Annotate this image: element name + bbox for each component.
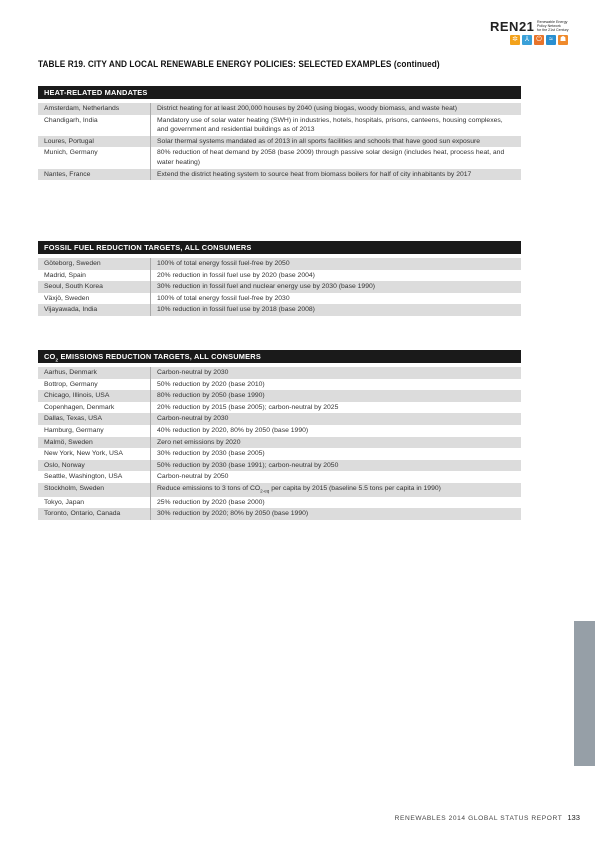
city-cell: Bottrop, Germany xyxy=(38,379,151,391)
policy-text: per capita by 2015 (baseline 5.5 tons per capita in 1990) xyxy=(269,484,441,492)
city-cell: Oslo, Norway xyxy=(38,460,151,472)
table-row xyxy=(38,147,521,168)
policy-cell: Extend the district heating system to source heat from biomass boilers for half of city inhabitants by 2017 xyxy=(157,170,472,178)
table-title xyxy=(38,59,440,70)
table-row xyxy=(38,471,521,483)
policy-subscript: 2-eq xyxy=(260,488,270,494)
power-icon: ⏻ xyxy=(534,35,544,45)
city-cell: Madrid, Spain xyxy=(38,270,151,282)
policy-cell: Mandatory use of solar water heating (SWH) in industries, hotels, hospitals, prisons, canteens, housing complexes, and government and residential buildings as of 2013 xyxy=(157,116,503,134)
policy-cell: 25% reduction by 2020 (base 2000) xyxy=(157,498,265,506)
city-cell: New York, New York, USA xyxy=(38,448,151,460)
table-row xyxy=(38,390,521,402)
ren21-logo xyxy=(490,20,580,50)
heading-text: EMISSIONS REDUCTION TARGETS, ALL CONSUMERS xyxy=(58,352,261,361)
table-row xyxy=(38,460,521,472)
policy-cell: 20% reduction in fossil fuel use by 2020 (base 2004) xyxy=(157,271,315,279)
city-cell: Dallas, Texas, USA xyxy=(38,413,151,425)
wind-icon: ✲ xyxy=(510,35,520,45)
policy-cell: 80% reduction by 2050 (base 1990) xyxy=(157,392,265,400)
policy-cell: 10% reduction in fossil fuel use by 2018 (base 2008) xyxy=(157,306,315,314)
section-fossil-fuel-targets xyxy=(38,241,521,316)
policy-cell: 20% reduction by 2015 (base 2005); carbon-neutral by 2025 xyxy=(157,403,339,411)
table-row xyxy=(38,425,521,437)
side-tab xyxy=(574,621,595,766)
policy-cell: 40% reduction by 2020, 80% by 2050 (base 1990) xyxy=(157,426,309,434)
section-heading xyxy=(38,350,521,363)
table-row xyxy=(38,103,521,115)
city-cell: Chandigarh, India xyxy=(38,115,151,136)
section-heat-mandates xyxy=(38,86,521,180)
city-cell: Seoul, South Korea xyxy=(38,281,151,293)
logo-tagline-line: for the 21st Century xyxy=(537,28,569,33)
table-row xyxy=(38,304,521,316)
page-number: 133 xyxy=(567,813,580,822)
city-cell: Seattle, Washington, USA xyxy=(38,471,151,483)
table-row xyxy=(38,367,521,379)
table-row xyxy=(38,413,521,425)
policy-cell: District heating for at least 200,000 houses by 2040 (using biogas, woody biomass, and waste heat) xyxy=(157,105,457,112)
policy-cell: Carbon-neutral by 2030 xyxy=(157,369,229,376)
policy-cell: Solar thermal systems mandated as of 2013 in all sports facilities and schools that have good sun exposure xyxy=(157,137,481,145)
table-row xyxy=(38,437,521,449)
section-heading: FOSSIL FUEL REDUCTION TARGETS, ALL CONSUMERS xyxy=(38,241,521,254)
section-co2-targets xyxy=(38,350,521,520)
table-row xyxy=(38,258,521,270)
table-title-suffix: (continued) xyxy=(393,59,440,70)
city-cell: Munich, Germany xyxy=(38,147,151,168)
table-row xyxy=(38,115,521,136)
policy-text: Reduce emissions to 3 tons of CO xyxy=(157,484,261,492)
city-cell: Aarhus, Denmark xyxy=(38,367,151,379)
table-row xyxy=(38,448,521,460)
table-row xyxy=(38,293,521,305)
section-heading: HEAT-RELATED MANDATES xyxy=(38,86,521,99)
city-cell: Copenhagen, Denmark xyxy=(38,402,151,414)
table-row xyxy=(38,379,521,391)
biomass-icon: ⅄ xyxy=(522,35,532,45)
city-cell: Stockholm, Sweden xyxy=(38,483,151,497)
policy-cell: 30% reduction in fossil fuel and nuclear energy use by 2030 (base 1990) xyxy=(157,283,376,291)
logo-tagline-line: Policy Network xyxy=(537,24,561,29)
table-row xyxy=(38,483,521,497)
policy-cell: Carbon-neutral by 2030 xyxy=(157,415,229,423)
city-cell: Loures, Portugal xyxy=(38,136,151,148)
policy-cell: 80% reduction of heat demand by 2058 (base 2009) through passive solar design (includes heat, process heat, and water heating) xyxy=(157,149,505,166)
city-cell: Chicago, Illinois, USA xyxy=(38,390,151,402)
policy-cell: 30% reduction by 2030 (base 2005) xyxy=(157,450,265,458)
policy-cell: 100% of total energy fossil fuel-free by 2030 xyxy=(157,294,290,302)
table-row xyxy=(38,402,521,414)
table-row xyxy=(38,270,521,282)
city-cell: Nantes, France xyxy=(38,169,151,181)
city-cell: Malmö, Sweden xyxy=(38,437,151,449)
geothermal-icon: ☗ xyxy=(559,36,567,43)
logo-wordmark: REN21 xyxy=(490,19,535,34)
report-title: RENEWABLES 2014 GLOBAL STATUS REPORT xyxy=(394,815,563,822)
city-cell: Amsterdam, Netherlands xyxy=(38,103,151,115)
table-title-text: TABLE R19. CITY AND LOCAL RENEWABLE ENERGY POLICIES: SELECTED EXAMPLES xyxy=(38,59,392,70)
city-cell: Göteborg, Sweden xyxy=(38,258,151,270)
logo-icons xyxy=(510,35,568,45)
policy-cell: 50% reduction by 2020 (base 2010) xyxy=(157,380,265,388)
city-cell: Hamburg, Germany xyxy=(38,425,151,437)
heading-subscript: 2 xyxy=(55,357,59,363)
policy-cell: Carbon-neutral by 2050 xyxy=(157,473,229,481)
policy-cell: 100% of total energy fossil fuel-free by 2050 xyxy=(157,260,290,267)
water-icon: ≈ xyxy=(546,35,556,45)
page-footer xyxy=(370,813,580,822)
policy-cell: 30% reduction by 2020; 80% by 2050 (base 1990) xyxy=(157,510,309,518)
policy-cell: Zero net emissions by 2020 xyxy=(157,438,241,446)
table-row xyxy=(38,497,521,509)
city-cell: Vijayawada, India xyxy=(38,304,151,316)
policy-cell: 50% reduction by 2030 (base 1991); carbon-neutral by 2050 xyxy=(157,461,339,469)
heading-prefix: CO xyxy=(44,352,56,361)
city-cell: Tokyo, Japan xyxy=(38,497,151,509)
table-row xyxy=(38,169,521,181)
table-row xyxy=(38,281,521,293)
table-row xyxy=(38,136,521,148)
logo-tagline-line: Renewable Energy xyxy=(537,20,568,24)
city-cell: Växjö, Sweden xyxy=(38,293,151,305)
table-row xyxy=(38,508,521,520)
city-cell: Toronto, Ontario, Canada xyxy=(38,508,151,520)
policy-cell xyxy=(151,483,521,497)
logo-tagline xyxy=(537,20,582,33)
